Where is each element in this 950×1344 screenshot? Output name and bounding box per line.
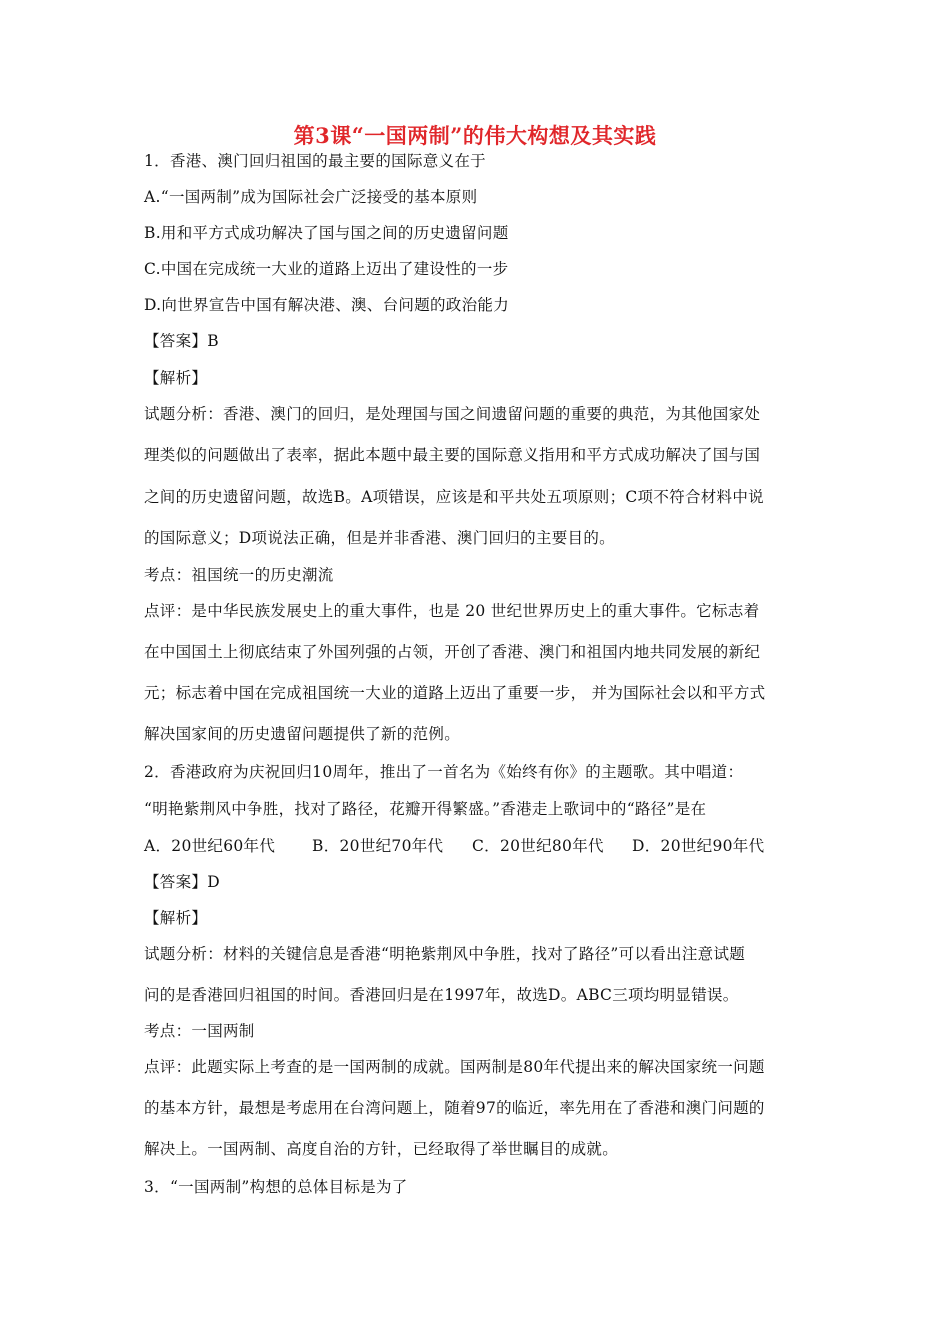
question-2-key-point: 考点：一国两制: [144, 1022, 255, 1040]
question-2-analysis-heading: 【解析】: [144, 909, 208, 927]
question-1-analysis-text: 的国际意义；D项说法正确，但是并非香港、澳门回归的主要目的。: [144, 529, 615, 547]
question-1-answer: 【答案】B: [144, 332, 219, 350]
page-title: 第3课“一国两制”的伟大构想及其实践: [293, 123, 657, 148]
question-1-comment: 点评：是中华民族发展史上的重大事件，也是 20 世纪世界历史上的重大事件。它标志着: [144, 602, 760, 620]
question-1-comment: 元；标志着中国在完成祖国统一大业的道路上迈出了重要一步， 并为国际社会以和平方式: [144, 684, 766, 702]
question-2-option-a: A．20世纪60年代: [144, 837, 276, 855]
question-2-analysis-text: 问的是香港回归祖国的时间。香港回归是在1997年，故选D。ABC三项均明显错误。: [144, 986, 739, 1004]
question-1-key-point: 考点：祖国统一的历史潮流: [144, 566, 334, 584]
question-1-comment: 在中国国土上彻底结束了外国列强的占领，开创了香港、澳门和祖国内地共同发展的新纪: [144, 643, 761, 661]
question-1-analysis-heading: 【解析】: [144, 369, 208, 387]
question-1-analysis-text: 理类似的问题做出了表率，据此本题中最主要的国际意义指用和平方式成功解决了国与国: [144, 446, 761, 464]
question-2-option-c: C．20世纪80年代: [472, 837, 604, 855]
question-2-comment: 点评：此题实际上考查的是一国两制的成就。国两制是80年代提出来的解决国家统一问题: [144, 1058, 765, 1076]
question-2-comment: 的基本方针，最想是考虑用在台湾问题上，随着97的临近，率先用在了香港和澳门问题的: [144, 1099, 765, 1117]
question-1-analysis-text: 试题分析：香港、澳门的回归，是处理国与国之间遗留问题的重要的典范，为其他国家处: [144, 405, 761, 423]
question-1-option-d: D.向世界宣告中国有解决港、澳、台问题的政治能力: [144, 296, 510, 314]
question-2-comment: 解决上。一国两制、高度自治的方针，已经取得了举世瞩目的成就。: [144, 1140, 619, 1158]
question-3-stem: 3．“一国两制”构想的总体目标是为了: [144, 1178, 408, 1196]
question-1-stem: 1．香港、澳门回归祖国的最主要的国际意义在于: [144, 152, 486, 170]
question-2-option-d: D．20世纪90年代: [632, 837, 765, 855]
question-1-option-b: B.用和平方式成功解决了国与国之间的历史遗留问题: [144, 224, 509, 242]
question-1-analysis-text: 之间的历史遗留问题，故选B。A项错误，应该是和平共处五项原则；C项不符合材料中说: [144, 488, 764, 506]
question-2-analysis-text: 试题分析：材料的关键信息是香港“明艳紫荆风中争胜，找对了路径”可以看出注意试题: [144, 945, 746, 963]
question-2-answer: 【答案】D: [144, 873, 220, 891]
question-1-option-a: A.“一国两制”成为国际社会广泛接受的基本原则: [144, 188, 478, 206]
question-2-option-b: B．20世纪70年代: [312, 837, 444, 855]
question-2-stem: “明艳紫荆风中争胜，找对了路径，花瓣开得繁盛。”香港走上歌词中的“路径”是在: [144, 800, 707, 818]
question-1-comment: 解决国家间的历史遗留问题提供了新的范例。: [144, 725, 461, 743]
question-2-stem: 2．香港政府为庆祝回归10周年，推出了一首名为《始终有你》的主题歌。其中唱道：: [144, 763, 744, 781]
question-1-option-c: C.中国在完成统一大业的道路上迈出了建设性的一步: [144, 260, 509, 278]
question-2-options: [144, 836, 814, 856]
